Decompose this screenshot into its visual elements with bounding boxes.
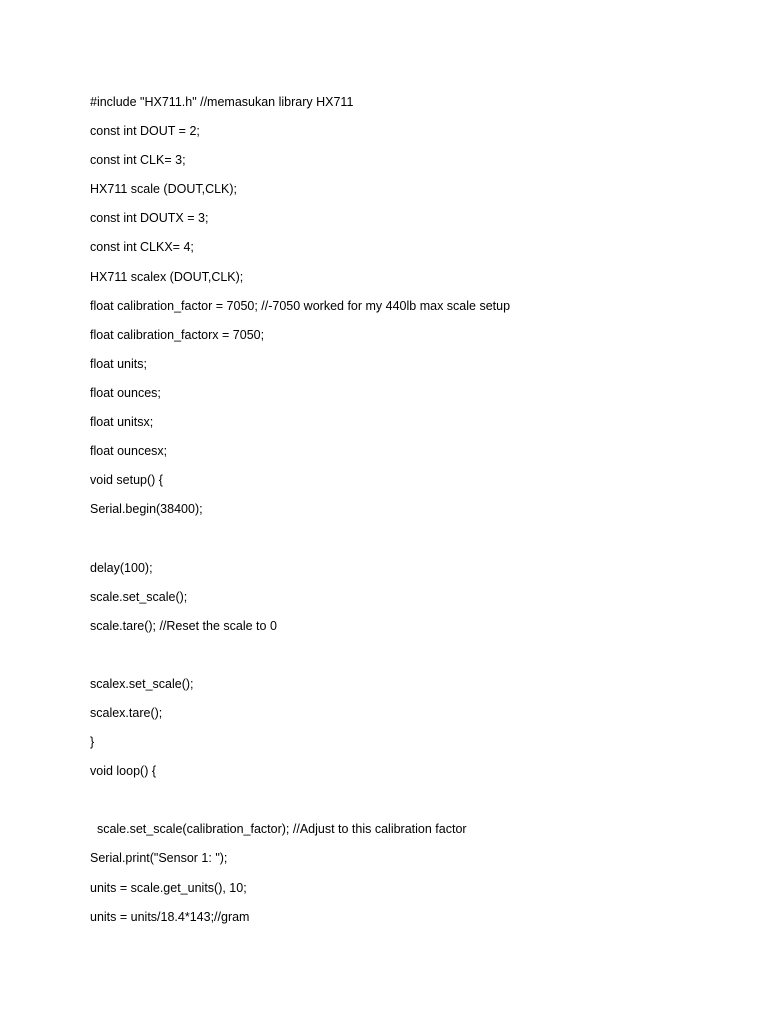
code-line: Serial.print("Sensor 1: "); — [90, 851, 228, 866]
code-line: units = units/18.4*143;//gram — [90, 909, 250, 924]
code-line: float units; — [90, 356, 147, 371]
code-line: float calibration_factorx = 7050; — [90, 327, 265, 342]
code-line: const int DOUTX = 3; — [90, 211, 209, 226]
code-line: scale.tare(); //Reset the scale to 0 — [90, 618, 277, 633]
code-line: void setup() { — [90, 473, 163, 488]
code-line: #include "HX711.h" //memasukan library HX711 — [90, 95, 354, 109]
code-line: scale.set_scale(); — [90, 589, 188, 604]
code-line: float ouncesx; — [90, 444, 168, 459]
code-line: const int CLK= 3; — [90, 153, 186, 168]
code-line: float ounces; — [90, 385, 161, 400]
code-line: scale.set_scale(calibration_factor); //Adjust to this calibration factor — [90, 822, 467, 837]
blank-line — [90, 645, 730, 674]
code-line: const int DOUT = 2; — [90, 124, 200, 139]
code-listing — [90, 92, 730, 936]
code-line: HX711 scale (DOUT,CLK); — [90, 182, 238, 197]
code-line: float unitsx; — [90, 415, 154, 430]
code-line: Serial.begin(38400); — [90, 502, 203, 517]
code-line: delay(100); — [90, 560, 153, 575]
code-line: scalex.set_scale(); — [90, 676, 194, 691]
blank-line — [90, 790, 730, 819]
code-line: void loop() { — [90, 764, 157, 779]
code-line: scalex.tare(); — [90, 705, 163, 720]
code-line: } — [90, 735, 95, 750]
code-line: float calibration_factor = 7050; //-7050 worked for my 440lb max scale setup — [90, 298, 511, 313]
code-line: units = scale.get_units(), 10; — [90, 880, 247, 895]
code-line: const int CLKX= 4; — [90, 240, 194, 255]
code-line: HX711 scalex (DOUT,CLK); — [90, 269, 244, 284]
blank-line — [90, 528, 730, 557]
